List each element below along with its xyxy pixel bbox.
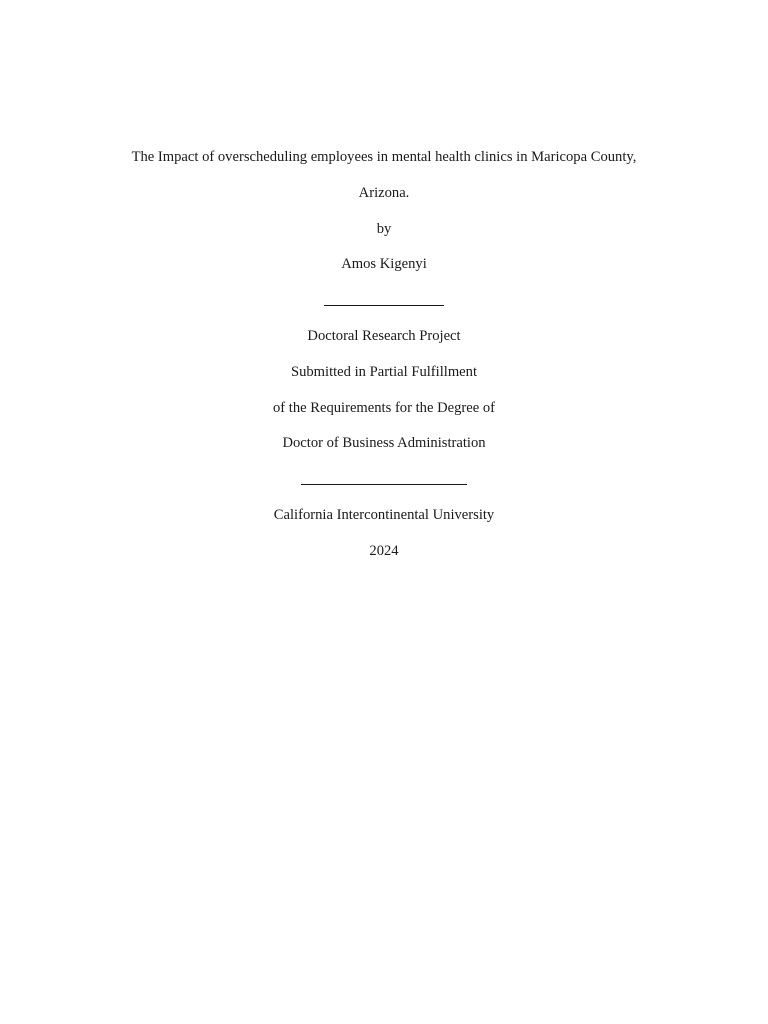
degree-name: Doctor of Business Administration — [282, 435, 486, 452]
title-page-block — [0, 140, 768, 570]
institution-name: California Intercontinental University — [273, 506, 495, 523]
title-line-1: The Impact of overscheduling employees in mental health clinics in Maricopa County, — [131, 149, 637, 165]
author-name: Amos Kigenyi — [341, 256, 427, 273]
separator-rule-2 — [0, 462, 768, 498]
by-label: by — [376, 220, 392, 237]
title-line-2: Arizona. — [358, 184, 410, 201]
submission-line-2: of the Requirements for the Degree of — [272, 399, 496, 416]
submission-year: 2024 — [369, 542, 399, 559]
submission-line-1: Submitted in Partial Fulfillment — [290, 363, 478, 380]
separator-rule-1 — [0, 283, 768, 319]
project-type: Doctoral Research Project — [307, 327, 461, 344]
